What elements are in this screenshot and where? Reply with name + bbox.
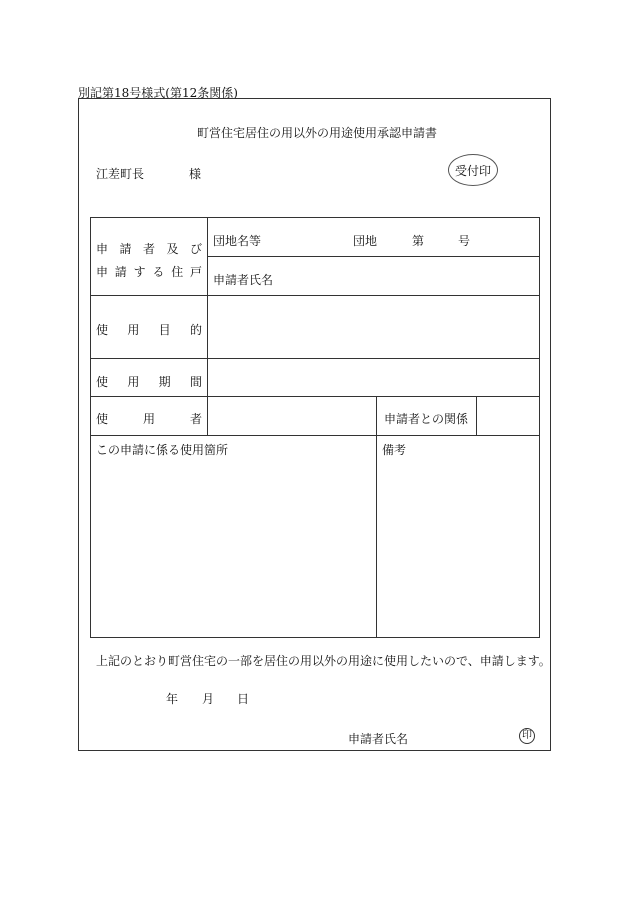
user-label: 使 用 者 [96, 412, 202, 426]
form-title: 町営住宅居住の用以外の用途使用承認申請書 [197, 126, 438, 140]
relation-label: 申請者との関係 [384, 412, 469, 426]
applicant-header-line1: 申 請 者 及 び [96, 242, 202, 256]
danchi-suffix: 団地 [353, 234, 378, 248]
danchi-label: 団地名等 [213, 234, 262, 248]
receipt-stamp-label: 受付印 [454, 163, 491, 178]
date-day: 日 [237, 692, 250, 706]
seal-mark-label: 印 [522, 730, 532, 741]
form-label: 別記第18号様式(第12条関係) [78, 86, 238, 100]
date-month: 月 [202, 692, 215, 706]
applicant-header-line2: 申 請 す る 住 戸 [96, 265, 202, 279]
remarks-label: 備考 [382, 443, 407, 457]
purpose-label: 使 用 目 的 [96, 323, 202, 337]
receipt-stamp [448, 154, 498, 186]
statement-text: 上記のとおり町営住宅の一部を居住の用以外の用途に使用したいので、申請します。 [96, 654, 551, 668]
addressee-honorific: 様 [189, 167, 202, 181]
period-label: 使 用 期 間 [96, 375, 202, 389]
date-year: 年 [166, 692, 179, 706]
go-label: 号 [458, 234, 471, 248]
addressee-name: 江差町長 [96, 167, 145, 181]
seal-mark [519, 728, 535, 744]
footer-applicant-name-label: 申請者氏名 [348, 732, 409, 746]
applicant-name-label: 申請者氏名 [213, 273, 274, 287]
location-label: この申請に係る使用箇所 [96, 443, 229, 457]
dai-label: 第 [412, 234, 425, 248]
